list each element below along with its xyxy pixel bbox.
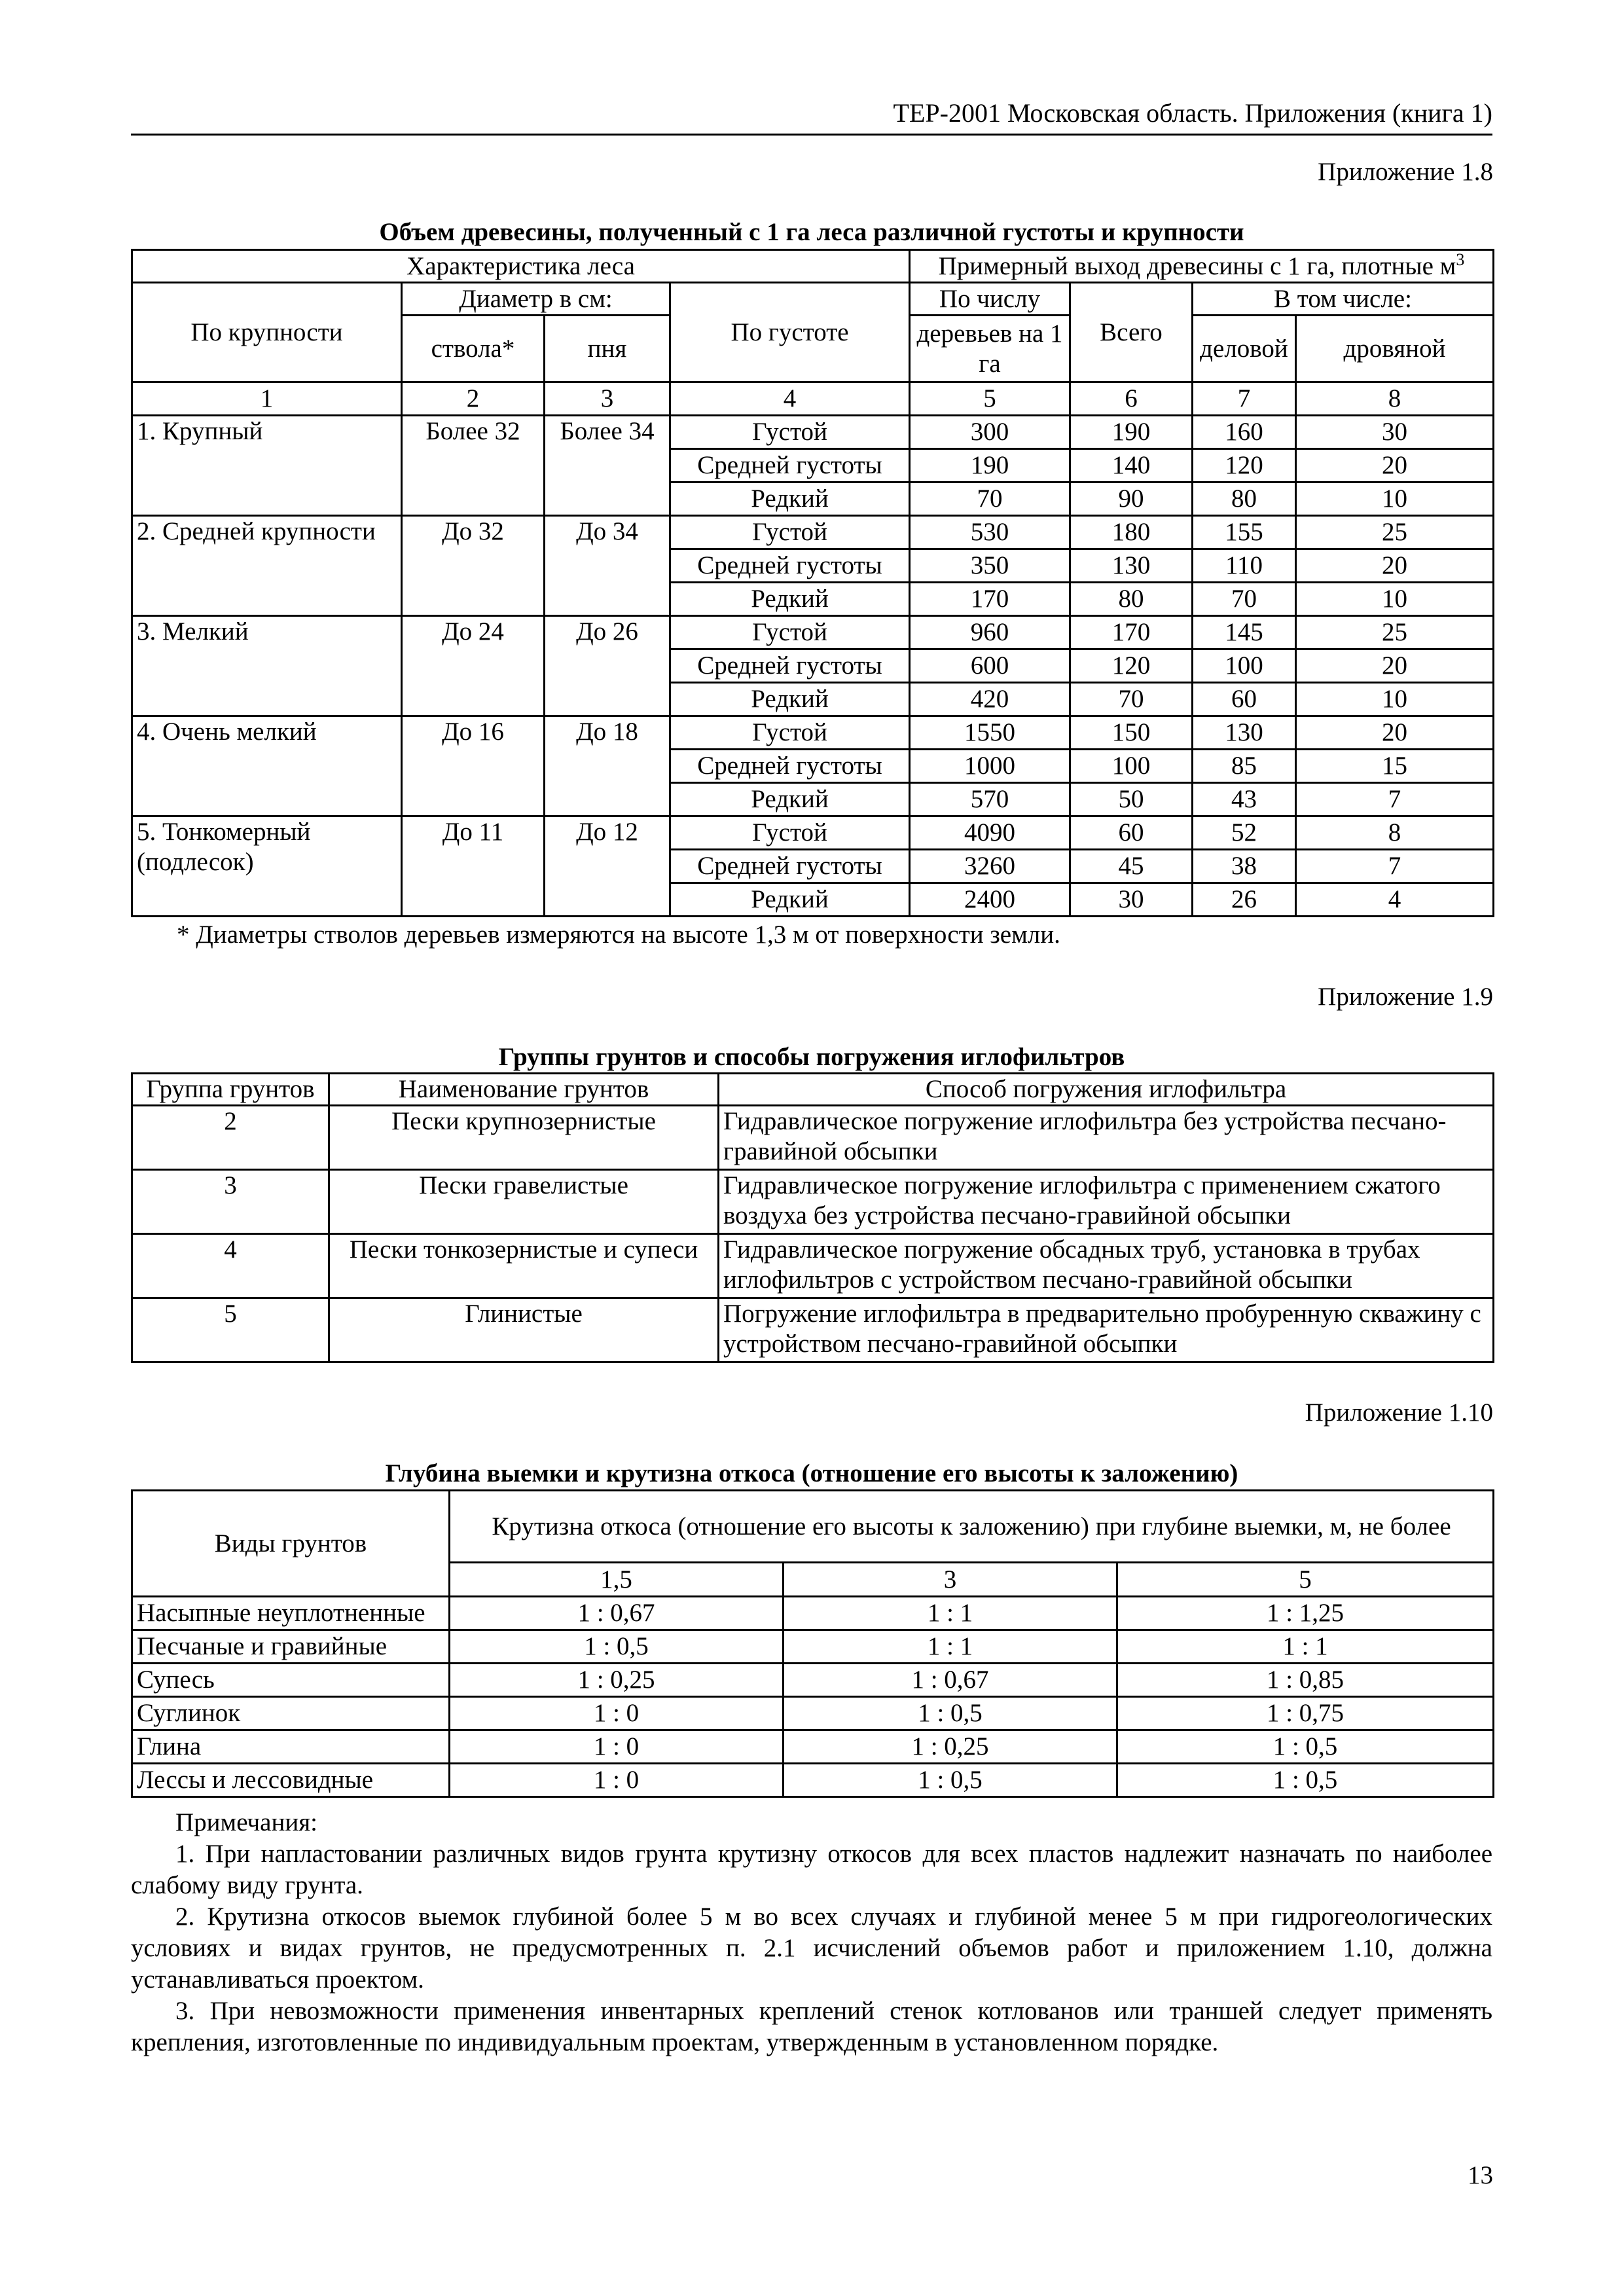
commercial-volume: 85 [1193,750,1296,783]
fuel-volume: 25 [1296,516,1494,549]
table-row [132,1664,1494,1697]
soil-group: 3 [132,1170,329,1234]
slope-ratio: 1 : 0,25 [450,1664,784,1697]
trees-count: 3260 [910,850,1070,883]
soil-group: 4 [132,1234,329,1298]
header-method: Способ погружения иглофильтра [719,1074,1494,1106]
fuel-volume: 25 [1296,616,1494,649]
col-number: 5 [910,382,1070,416]
slope-ratio: 1 : 0,5 [1117,1764,1494,1797]
total-volume: 180 [1070,516,1193,549]
soil-name: Пески крупнозернистые [329,1106,719,1170]
soil-type: Насыпные неуплотненные [132,1597,450,1630]
fuel-volume: 15 [1296,750,1494,783]
table-row [132,616,1494,649]
appendix-1-8-title: Объем древесины, полученный с 1 га леса различной густоты и крупности [379,218,1244,246]
slope-ratio: 1 : 0 [450,1764,784,1797]
col-number: 3 [545,382,670,416]
commercial-volume: 38 [1193,850,1296,883]
soil-group: 5 [132,1298,329,1362]
table-row [132,1597,1494,1630]
header-trees-per-ha: деревьев на 1 га [910,316,1070,382]
slope-ratio: 1 : 0,25 [784,1730,1117,1764]
trees-count: 600 [910,649,1070,683]
soil-name: Пески гравелистые [329,1170,719,1234]
fuel-volume: 30 [1296,416,1494,449]
header-by-size: По крупности [132,283,402,382]
total-volume: 30 [1070,883,1193,917]
immersion-method: Гидравлическое погружение иглофильтра с применением сжатого воздуха без устройства песчано-гравийной обсыпки [719,1170,1494,1234]
table-row [132,1764,1494,1797]
stump-diameter: Более 34 [545,416,670,516]
commercial-volume: 160 [1193,416,1296,449]
slope-table [131,1489,1494,1798]
header-yield-sup: 3 [1456,249,1465,269]
note-item: 3. При невозможности применения инвентарных креплений стенок котлованов или траншей следует применять крепления, изготовленные по индивидуальным проектам, утвержденным в установленном порядке. [131,1997,1492,2056]
slope-ratio: 1 : 0,67 [450,1597,784,1630]
immersion-method: Гидравлическое погружение обсадных труб, установка в трубах иглофильтров с устройством песчано-гравийной обсыпки [719,1234,1494,1298]
table-row [132,1106,1494,1170]
fuel-volume: 20 [1296,549,1494,583]
wood-volume-table [131,249,1494,917]
soil-name: Пески тонкозернистые и супеси [329,1234,719,1298]
header-including: В том числе: [1193,283,1494,316]
fuel-volume: 4 [1296,883,1494,917]
appendix-1-10-label: Приложение 1.10 [1305,1398,1493,1427]
soil-name: Глинистые [329,1298,719,1362]
slope-ratio: 1 : 0,5 [784,1697,1117,1730]
stump-diameter: До 18 [545,716,670,816]
stump-diameter: До 12 [545,816,670,917]
size-group-name: 1. Крупный [132,416,402,516]
density: Средней густоты [670,850,910,883]
trees-count: 420 [910,683,1070,716]
fuel-volume: 8 [1296,816,1494,850]
density: Густой [670,416,910,449]
trees-count: 70 [910,483,1070,516]
slope-ratio: 1 : 0,85 [1117,1664,1494,1697]
trees-count: 4090 [910,816,1070,850]
stump-diameter: До 26 [545,616,670,716]
total-volume: 60 [1070,816,1193,850]
density: Густой [670,816,910,850]
table-row [132,416,1494,449]
table-row [132,516,1494,549]
total-volume: 170 [1070,616,1193,649]
header-diameter: Диаметр в см: [402,283,670,316]
fuel-volume: 10 [1296,583,1494,616]
col-number: 8 [1296,382,1494,416]
notes-section [131,1807,1492,2058]
table-row [132,1630,1494,1664]
slope-ratio: 1 : 0 [450,1730,784,1764]
density: Густой [670,616,910,649]
trees-count: 170 [910,583,1070,616]
appendix-1-8-label: Приложение 1.8 [1318,158,1493,186]
total-volume: 45 [1070,850,1193,883]
table-row [132,1298,1494,1362]
slope-ratio: 1 : 0,5 [450,1630,784,1664]
commercial-volume: 26 [1193,883,1296,917]
trees-count: 1550 [910,716,1070,750]
slope-ratio: 1 : 0 [450,1697,784,1730]
total-volume: 150 [1070,716,1193,750]
total-volume: 140 [1070,449,1193,483]
soil-type: Глина [132,1730,450,1764]
appendix-1-8-footnote: * Диаметры стволов деревьев измеряются на высоте 1,3 м от поверхности земли. [177,920,1060,949]
trunk-diameter: До 24 [402,616,545,716]
density: Редкий [670,783,910,816]
slope-ratio: 1 : 0,5 [784,1764,1117,1797]
note-item: 1. При напластовании различных видов грунта крутизну откосов для всех пластов надлежит назначать по наиболее слабому виду грунта. [131,1840,1492,1899]
trees-count: 570 [910,783,1070,816]
col-number: 7 [1193,382,1296,416]
header-total: Всего [1070,283,1193,382]
commercial-volume: 145 [1193,616,1296,649]
fuel-volume: 10 [1296,483,1494,516]
density: Густой [670,716,910,750]
table-row [132,1730,1494,1764]
commercial-volume: 60 [1193,683,1296,716]
header-soil-types: Виды грунтов [132,1491,450,1597]
trunk-diameter: До 11 [402,816,545,917]
total-volume: 120 [1070,649,1193,683]
size-group-name: 4. Очень мелкий [132,716,402,816]
fuel-volume: 20 [1296,449,1494,483]
trees-count: 300 [910,416,1070,449]
table-row [132,1170,1494,1234]
slope-ratio: 1 : 1 [1117,1630,1494,1664]
header-fuel: дровяной [1296,316,1494,382]
commercial-volume: 70 [1193,583,1296,616]
total-volume: 100 [1070,750,1193,783]
trunk-diameter: До 32 [402,516,545,616]
total-volume: 80 [1070,583,1193,616]
density: Густой [670,516,910,549]
appendix-1-9-label: Приложение 1.9 [1318,983,1493,1011]
soil-type: Песчаные и гравийные [132,1630,450,1664]
commercial-volume: 52 [1193,816,1296,850]
commercial-volume: 80 [1193,483,1296,516]
trees-count: 2400 [910,883,1070,917]
slope-ratio: 1 : 0,67 [784,1664,1117,1697]
size-group-name: 5. Тонкомерный (подлесок) [132,816,402,917]
fuel-volume: 20 [1296,716,1494,750]
header-by-count: По числу [910,283,1070,316]
soil-type: Супесь [132,1664,450,1697]
density: Средней густоты [670,549,910,583]
header-trunk: ствола* [402,316,545,382]
density: Средней густоты [670,449,910,483]
table-row [132,816,1494,850]
notes-title: Примечания: [175,1808,317,1836]
density: Средней густоты [670,649,910,683]
slope-ratio: 1 : 1 [784,1597,1117,1630]
density: Редкий [670,683,910,716]
soil-groups-table [131,1072,1494,1363]
total-volume: 90 [1070,483,1193,516]
trunk-diameter: До 16 [402,716,545,816]
col-number: 4 [670,382,910,416]
fuel-volume: 20 [1296,649,1494,683]
header-stump: пня [545,316,670,382]
trees-count: 530 [910,516,1070,549]
commercial-volume: 43 [1193,783,1296,816]
header-commercial: деловой [1193,316,1296,382]
table-row [132,1234,1494,1298]
header-yield-text: Примерный выход древесины с 1 га, плотные м [938,251,1456,280]
commercial-volume: 100 [1193,649,1296,683]
total-volume: 190 [1070,416,1193,449]
header-forest-characteristic: Характеристика леса [132,250,910,283]
header-soil-name: Наименование грунтов [329,1074,719,1106]
header-title: ТЕР-2001 Московская область. Приложения (книга 1) [893,98,1492,128]
table-row [132,1697,1494,1730]
size-group-name: 2. Средней крупности [132,516,402,616]
density: Редкий [670,483,910,516]
table-row [132,716,1494,750]
stump-diameter: До 34 [545,516,670,616]
header-slope: Крутизна откоса (отношение его высоты к заложению) при глубине выемки, м, не более [450,1491,1494,1563]
col-number: 2 [402,382,545,416]
trees-count: 350 [910,549,1070,583]
commercial-volume: 110 [1193,549,1296,583]
density: Редкий [670,883,910,917]
soil-group: 2 [132,1106,329,1170]
note-item: 2. Крутизна откосов выемок глубиной более 5 м во всех случаях и глубиной менее 5 м при гидрогеологических условиях и видах грунтов, не предусмотренных п. 2.1 исчислений объемов работ и приложением 1.10, должна устанавливаться проектом. [131,1903,1492,1994]
size-group-name: 3. Мелкий [132,616,402,716]
immersion-method: Погружение иглофильтра в предварительно пробуренную скважину с устройством песчано-гравийной обсыпки [719,1298,1494,1362]
appendix-1-9-title: Группы грунтов и способы погружения иглофильтров [498,1043,1125,1071]
fuel-volume: 7 [1296,850,1494,883]
soil-type: Лессы и лессовидные [132,1764,450,1797]
page-header [131,92,1492,136]
col-number: 1 [132,382,402,416]
fuel-volume: 7 [1296,783,1494,816]
header-depth: 5 [1117,1563,1494,1597]
trees-count: 1000 [910,750,1070,783]
soil-type: Суглинок [132,1697,450,1730]
immersion-method: Гидравлическое погружение иглофильтра без устройства песчано-гравийной обсыпки [719,1106,1494,1170]
commercial-volume: 130 [1193,716,1296,750]
slope-ratio: 1 : 1 [784,1630,1117,1664]
header-depth: 3 [784,1563,1117,1597]
header-depth: 1,5 [450,1563,784,1597]
fuel-volume: 10 [1296,683,1494,716]
appendix-1-10-title: Глубина выемки и крутизна откоса (отношение его высоты к заложению) [385,1459,1238,1487]
header-by-density: По густоте [670,283,910,382]
density: Редкий [670,583,910,616]
slope-ratio: 1 : 0,75 [1117,1697,1494,1730]
total-volume: 130 [1070,549,1193,583]
total-volume: 70 [1070,683,1193,716]
header-yield [910,250,1494,283]
commercial-volume: 155 [1193,516,1296,549]
density: Средней густоты [670,750,910,783]
header-soil-group: Группа грунтов [132,1074,329,1106]
slope-ratio: 1 : 0,5 [1117,1730,1494,1764]
slope-ratio: 1 : 1,25 [1117,1597,1494,1630]
trees-count: 190 [910,449,1070,483]
commercial-volume: 120 [1193,449,1296,483]
trees-count: 960 [910,616,1070,649]
total-volume: 50 [1070,783,1193,816]
column-numbers-row [132,382,1494,416]
trunk-diameter: Более 32 [402,416,545,516]
page-number: 13 [1468,2161,1493,2189]
col-number: 6 [1070,382,1193,416]
